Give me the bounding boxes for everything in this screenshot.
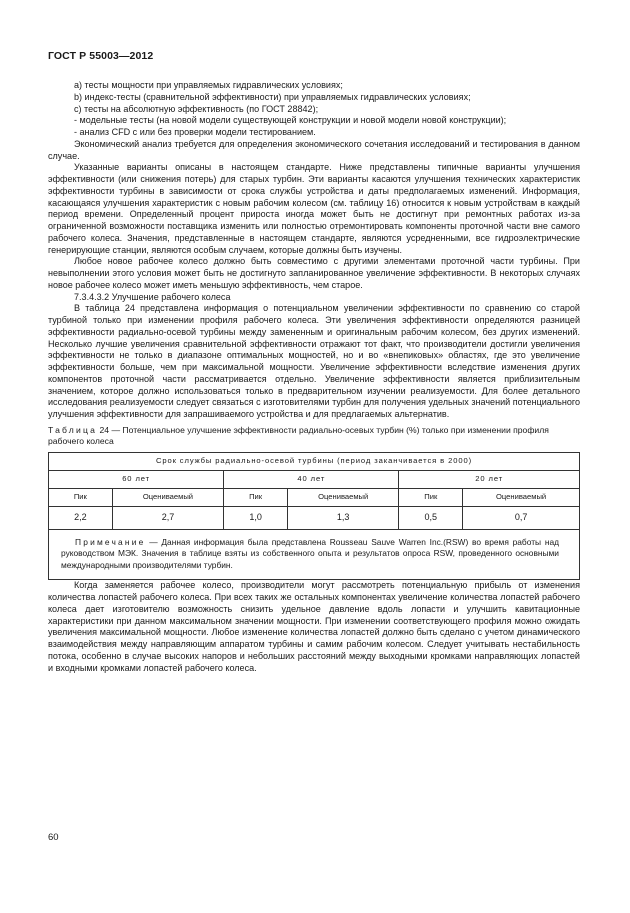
table-note-text: — Данная информация была представлена Rousseau Sauve Warren Inc.(RSW) во время работы над руководством МЭК. Значения в таблице взяты из собственного опыта и результатов опроса RSW, проведенного основными международными производителями турбин. [61,536,559,570]
table-caption-text: 24 — Потенциальное улучшение эффективности радиально-осевых турбин (%) только при изменении профиля рабочего колеса [48,424,549,447]
paragraph-table-intro: В таблица 24 представлена информация о потенциальном увеличении эффективности по сравнению со старой турбиной только при изменении профиля рабочего колеса. Эти увеличения эффективности определяются разницей эффективности радиально-осевой турбины между замененным и оригинальным рабочим колесом, без других изменений. Несколько лучшие увеличения сравнительной эффективности отражают тот факт, что производители достигли увеличения эффективности не только в диапазоне оптимальных мощностей, но и во «внепиковых» областях, где это увеличение эффективности больше, чем при максимальной мощности. Увеличение эффективности вследствие изменения других компонентов проточной части рассматривается отдельно. Увеличение эффективности является приблизительным значением, которое должно использоваться только в предварительном изучении реализуемости. Для более детального исследования реализуемости следует связаться с изготовителями турбин для получения удельных значений потенциального улучшения эффективности для запрашиваемого устройства и для предлагаемых альтернатив. [48,303,580,419]
list-item: c) тесты на абсолютную эффективность (по ГОСТ 28842); [74,103,319,114]
table-row [49,470,580,488]
table-cell: 1,3 [287,506,399,529]
table-row [49,488,580,506]
page-number: 60 [48,832,59,843]
paragraph-new-wheel: Любое новое рабочее колесо должно быть совместимо с другими элементами проточной части турбины. При невыполнении этого условия может быть не достигнуто запланированное увеличение эффективности. В некоторых случаях новое рабочее колесо может иметь меньшую эффективность, чем старое. [48,256,580,290]
list-item: - анализ CFD с или без проверки модели тестированием. [74,127,316,137]
table-subheader: Пик [224,488,288,506]
table-period-header: 40 лет [224,470,399,488]
list-item: a) тесты мощности при управляемых гидравлических условиях; [74,80,343,90]
table-row [49,506,580,529]
table-subheader: Оцениваемый [112,488,224,506]
table-cell: 2,7 [112,506,224,529]
table-cell: 0,5 [399,506,463,529]
table-span-header: Срок службы радиально-осевой турбины (период заканчивается в 2000) [49,452,580,470]
table-caption-label: Таблица [48,424,98,435]
table-note [49,529,580,580]
table-note-label: Примечание [75,536,146,547]
table-cell: 0,7 [463,506,580,529]
section-heading: 7.3.4.3.2 Улучшение рабочего колеса [74,291,231,302]
paragraph-variants: Указанные варианты описаны в настоящем стандарте. Ниже представлены типичные варианты улучшения эффективности (или снижения потерь) для старых турбин. Эти варианты касаются улучшения технических характеристик эффективности турбины в зависимости от срока службы устройства и даты предполагаемых изменений. Информация, касающаяся улучшения характеристик с новым рабочим колесом (см. таблицу 16) относится к новым устройствам в каждый период времени. Определенный процент прироста иногда может быть не достигнут при ремонтных работах из-за ограниченной возможности поставщика изменить или полностью отремонтировать компоненты проточной части вне самого рабочего колеса. Значения, представленные в настоящем стандарте, являются усредненными, все гидроэлектрические генерирующие станции, являются особым случаем, которые должны быть изучены. [48,162,580,255]
table-row [49,452,580,470]
table-subheader: Оцениваемый [463,488,580,506]
document-body [48,80,580,674]
table-cell: 1,0 [224,506,288,529]
list-item: b) индекс-тесты (сравнительной эффективности) при управляемых гидравлических условиях; [74,91,471,102]
table-period-header: 20 лет [399,470,580,488]
efficiency-table [48,452,580,581]
table-subheader: Оцениваемый [287,488,399,506]
table-subheader: Пик [49,488,113,506]
list-item: - модельные тесты (на новой модели существующей конструкции и новой модели новой конструкции); [74,115,507,126]
paragraph-economic: Экономический анализ требуется для определения экономического сочетания исследований и тестирования в данном случае. [48,138,580,161]
table-row [49,529,580,580]
paragraph-blades: Когда заменяется рабочее колесо, производители могут рассмотреть потенциальную прибыль от изменения количества лопастей рабочего колеса. При всех таких же остальных компонентах увеличение количества лопастей рабочего колеса дает изготовителю возможность снизить удельное давление вдоль лопасти и улучшить кавитационные характеристики при данном максимальном значении мощности. При изменении соответствующего профиля можно ожидать увеличения максимальной мощности. Любое изменение количества лопастей должно быть сделано с учетом динамического взаимодействия между направляющим аппаратом турбины и самим рабочим колесом. Следует учитывать нестабильность потока, особенно в случае высоких напоров и небольших расстояний между выходными кромками направляющих лопастей и входными кромками лопастей рабочего колеса. [48,580,580,673]
table-period-header: 60 лет [49,470,224,488]
standard-header: ГОСТ Р 55003—2012 [48,50,154,62]
table-caption [48,425,580,448]
table-cell: 2,2 [49,506,113,529]
table-subheader: Пик [399,488,463,506]
